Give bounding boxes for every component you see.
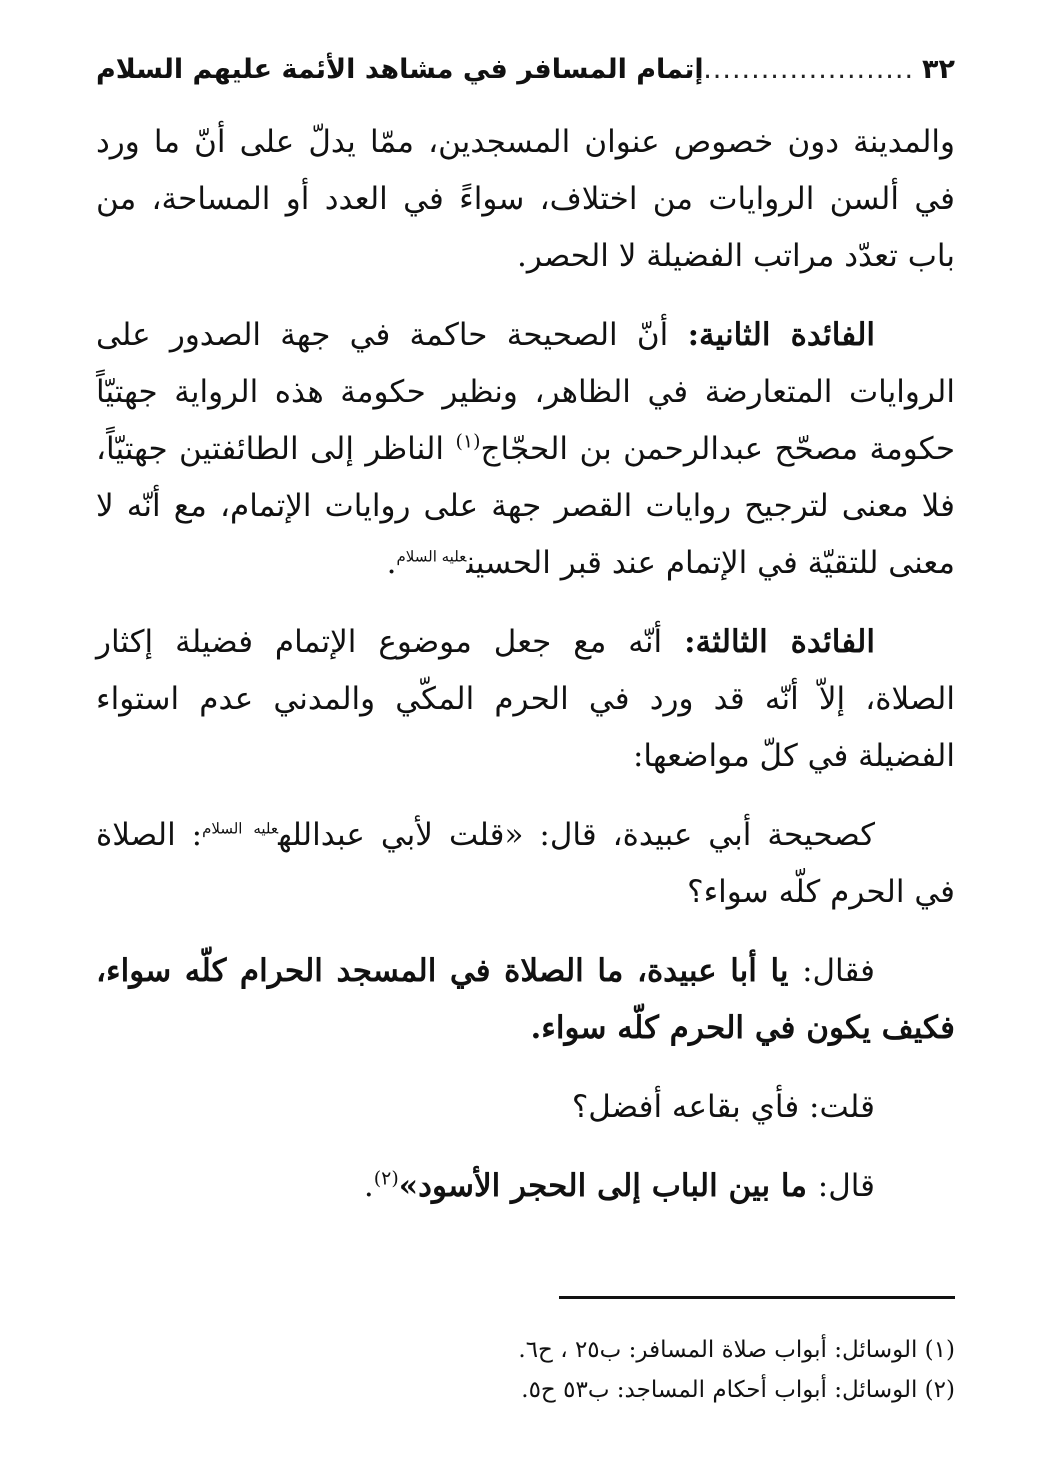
paragraph-final-answer: قال: ما بين الباب إلى الحجر الأسود»$^{(٢)}$.: [363, 1167, 875, 1204]
footnote-separator: [559, 1296, 955, 1299]
second-benefit-heading: الفائدة الثانية:: [687, 317, 875, 353]
honorific-glyph: عليه السلام: [396, 547, 467, 566]
paragraph-second-benefit: الفائدة الثانية: أنّ الصحيحة حاكمة في جهة الصدور على الروايات المتعارضة في الظاهر، ونظير حكومة هذه الرواية جهتيّاً حكومة مصحّح عبدالرحمن بن الحجّاج$^{(١)}$ الناظر إلى الطائفتين جهتيّاً، فلا معنى لترجيح روايات القصر جهة على روايات الإتمام، مع أنّه لا معنى للتقيّة في الإتمام عند قبر الحسين$^{عليه السلام}$.: [96, 317, 955, 581]
book-title: إتمام المسافر في مشاهد الأئمة عليهم السلام: [96, 54, 704, 85]
footnote-ref-2: (٢): [373, 1167, 399, 1190]
paragraph-question: قلت: فأي بقاعه أفضل؟: [571, 1089, 875, 1125]
honorific-glyph: عليه السلام: [202, 819, 279, 838]
leader-dots: [704, 48, 918, 92]
footnotes: [96, 1330, 955, 1410]
final-answer-bold: ما بين الباب إلى الحجر الأسود»: [398, 1168, 818, 1204]
footnote-2: (٢) الوسائل: أبواب أحكام المساجد: ب٥٣ ح٥.: [521, 1377, 955, 1403]
paragraph-hadith-answer: فقال: يا أبا عبيدة، ما الصلاة في المسجد الحرام كلّه سواء، فكيف يكون في الحرم كلّه سواء.: [96, 953, 955, 1046]
main-text: [96, 114, 955, 1215]
footnote-ref-1: (١): [455, 430, 481, 453]
third-benefit-heading: الفائدة الثالثة:: [684, 624, 875, 660]
page-number: ٣٢: [922, 54, 955, 85]
paragraph-continuation: والمدينة دون خصوص عنوان المسجدين، ممّا يدلّ على أنّ ما ورد في ألسن الروايات من اختلاف، سواءً في العدد أو المساحة، من باب تعدّد مراتب الفضيلة لا الحصر.: [96, 124, 955, 274]
paragraph-hadith-intro: كصحيحة أبي عبيدة، قال: «قلت لأبي عبدالله$^{عليه السلام}$: الصلاة في الحرم كلّه سواء؟: [96, 817, 955, 910]
running-header: [96, 48, 955, 92]
hadith-quote-bold: يا أبا عبيدة، ما الصلاة في المسجد الحرام كلّه سواء، فكيف يكون في الحرم كلّه سواء.: [96, 953, 955, 1046]
paragraph-third-benefit: الفائدة الثالثة: أنّه مع جعل موضوع الإتمام فضيلة إكثار الصلاة، إلاّ أنّه قد ورد في الحرم المكّي والمدني عدم استواء الفضيلة في كلّ مواضعها:: [96, 624, 955, 774]
footnote-1: (١) الوسائل: أبواب صلاة المسافر: ب٢٥ ، ح٦.: [518, 1337, 955, 1363]
